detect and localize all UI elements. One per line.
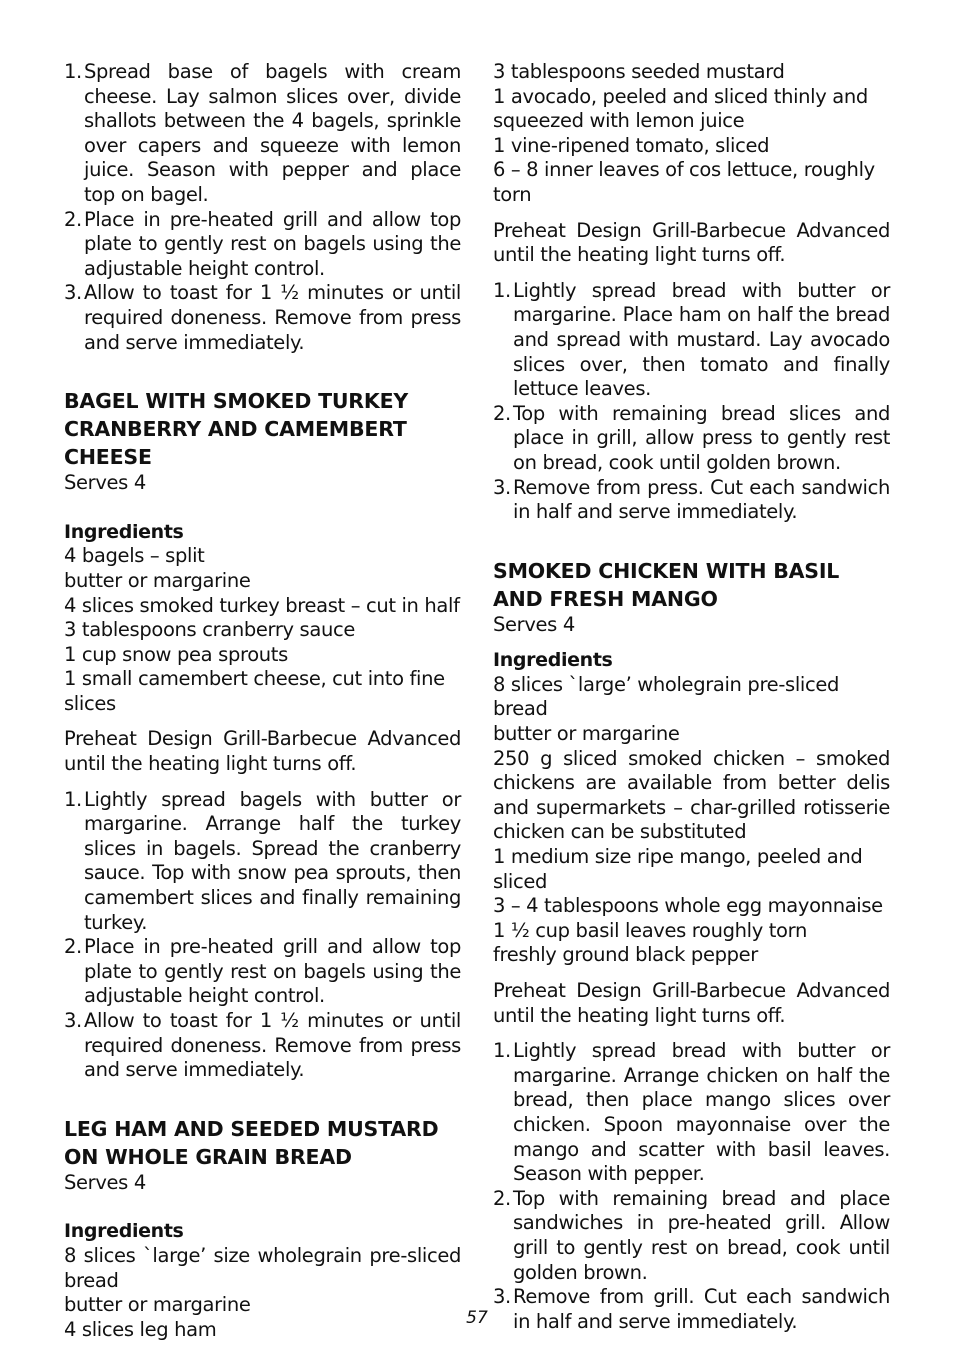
ingredient-line: 6 – 8 inner leaves of cos lettuce, roughly torn xyxy=(493,158,875,206)
step-number: 1. xyxy=(493,278,511,302)
step-number: 1. xyxy=(64,787,82,811)
step-item xyxy=(64,935,461,1009)
step-text: Place in pre-heated grill and allow top plate to gently rest on bagels using the adjustable height control. xyxy=(84,935,461,1008)
step-number: 3. xyxy=(493,475,511,499)
step-item xyxy=(64,1009,461,1083)
chicken-recipe-title: SMOKED CHICKEN WITH BASIL AND FRESH MANGO xyxy=(493,558,840,611)
ham-serves: Serves 4 xyxy=(64,1170,146,1194)
step-item xyxy=(64,788,461,936)
ham-preheat: Preheat Design Grill-Barbecue Advanced until the heating light turns off. xyxy=(493,218,890,267)
step-item xyxy=(64,208,461,282)
ingredient-line: butter or margarine xyxy=(493,722,680,746)
ingredient-line: 4 slices leg ham xyxy=(64,1317,217,1341)
ingredient-line: 3 – 4 tablespoons whole egg mayonnaise xyxy=(493,894,883,918)
step-number: 3. xyxy=(64,1009,82,1032)
chicken-steps xyxy=(493,1039,890,1334)
turkey-serves: Serves 4 xyxy=(64,471,146,495)
step-item xyxy=(493,1187,890,1285)
step-text: Place in pre-heated grill and allow top plate to gently rest on bagels using the adjustable height control. xyxy=(84,207,461,280)
step-number: 1. xyxy=(493,1039,511,1063)
step-text: Allow to toast for 1 ½ minutes or until required doneness. Remove from press and serve immediately. xyxy=(84,1009,461,1082)
ingredient-line: 4 bagels – split xyxy=(64,544,205,568)
step-text: Remove from grill. Cut each sandwich in half and serve immediately. xyxy=(513,1285,890,1333)
ingredient-line: butter or margarine xyxy=(64,568,251,592)
ingredient-line: 1 small camembert cheese, cut into fine slices xyxy=(64,667,445,715)
ingredient-line: 3 tablespoons cranberry sauce xyxy=(64,618,355,642)
turkey-ingredients-heading: Ingredients xyxy=(64,520,184,543)
turkey-preheat: Preheat Design Grill-Barbecue Advanced until the heating light turns off. xyxy=(64,727,461,776)
ingredient-line: 1 medium size ripe mango, peeled and sliced xyxy=(493,845,863,893)
ingredient-line: 250 g sliced smoked chicken – smoked chickens are available from better delis and supermarkets – char-grilled rotisserie chicken can be substituted xyxy=(493,746,890,844)
turkey-steps xyxy=(64,788,461,1083)
ham-ingredients-heading: Ingredients xyxy=(64,1220,184,1243)
step-text: Spread base of bagels with cream cheese. Lay salmon slices over, divide shallots between the 4 bagels, sprinkle over capers and squeeze with lemon juice. Season with pepper and place top on bagel. xyxy=(84,60,461,206)
step-number: 3. xyxy=(64,281,82,305)
step-number: 2. xyxy=(64,207,82,231)
ingredient-line: 8 slices `large’ size wholegrain pre-sliced bread xyxy=(64,1243,461,1292)
step-text: Lightly spread bread with butter or margarine. Arrange chicken on half the bread, then place mango slices over chicken. Spoon mayonnaise over the mango and scatter with basil leaves. Season with pepper. xyxy=(513,1039,890,1186)
chicken-ingredients-heading: Ingredients xyxy=(493,649,613,672)
turkey-recipe-title: BAGEL WITH SMOKED TURKEY CRANBERRY AND CAMEMBERT CHEESE xyxy=(64,389,409,470)
step-text: Top with remaining bread and place sandwiches in pre-heated grill. Allow grill to gently rest on bread, cook until golden brown. xyxy=(513,1186,890,1284)
right-column xyxy=(493,60,890,1334)
chicken-preheat: Preheat Design Grill-Barbecue Advanced until the heating light turns off. xyxy=(493,979,890,1027)
step-number: 1. xyxy=(64,60,82,83)
step-item xyxy=(493,476,890,525)
step-number: 2. xyxy=(493,401,511,425)
left-column xyxy=(64,60,461,1342)
step-item xyxy=(64,281,461,355)
step-text: Lightly spread bread with butter or margarine. Place ham on half the bread and spread with mustard. Lay avocado slices over, then tomato and finally lettuce leaves. xyxy=(513,278,890,401)
step-text: Allow to toast for 1 ½ minutes or until required doneness. Remove from press and serve immediately. xyxy=(84,281,461,354)
salmon-steps xyxy=(64,60,461,355)
step-number: 2. xyxy=(64,935,82,959)
step-text: Lightly spread bagels with butter or margarine. Arrange half the turkey slices in bagels. Spread the cranberry sauce. Top with snow pea sprouts, then camembert slices and finally remaining turkey. xyxy=(84,787,461,934)
ham-steps xyxy=(493,279,890,525)
ingredient-line: 1 vine-ripened tomato, sliced xyxy=(493,133,770,157)
step-item xyxy=(493,279,890,402)
ingredient-line: 8 slices `large’ wholegrain pre-sliced bread xyxy=(493,672,840,721)
step-number: 2. xyxy=(493,1186,511,1210)
ham-recipe-title: LEG HAM AND SEEDED MUSTARD ON WHOLE GRAIN BREAD xyxy=(64,1116,439,1169)
step-number: 3. xyxy=(493,1285,511,1309)
ingredient-line: 1 ½ cup basil leaves roughly torn xyxy=(493,918,807,942)
step-item xyxy=(493,402,890,476)
ingredient-line: 3 tablespoons seeded mustard xyxy=(493,60,785,83)
ingredient-line: freshly ground black pepper xyxy=(493,943,758,967)
ingredient-line: 1 cup snow pea sprouts xyxy=(64,642,288,666)
ingredient-line: butter or margarine xyxy=(64,1293,251,1317)
step-text: Remove from press. Cut each sandwich in half and serve immediately. xyxy=(513,475,890,524)
chicken-serves: Serves 4 xyxy=(493,612,575,636)
ingredient-line: 1 avocado, peeled and sliced thinly and squeezed with lemon juice xyxy=(493,84,868,133)
step-item xyxy=(64,60,461,208)
step-text: Top with remaining bread slices and place in grill, allow press to gently rest on bread, cook until golden brown. xyxy=(513,401,890,474)
ingredient-line: 4 slices smoked turkey breast – cut in half xyxy=(64,593,460,617)
step-item xyxy=(493,1039,890,1187)
page-number: 57 xyxy=(466,1308,488,1328)
